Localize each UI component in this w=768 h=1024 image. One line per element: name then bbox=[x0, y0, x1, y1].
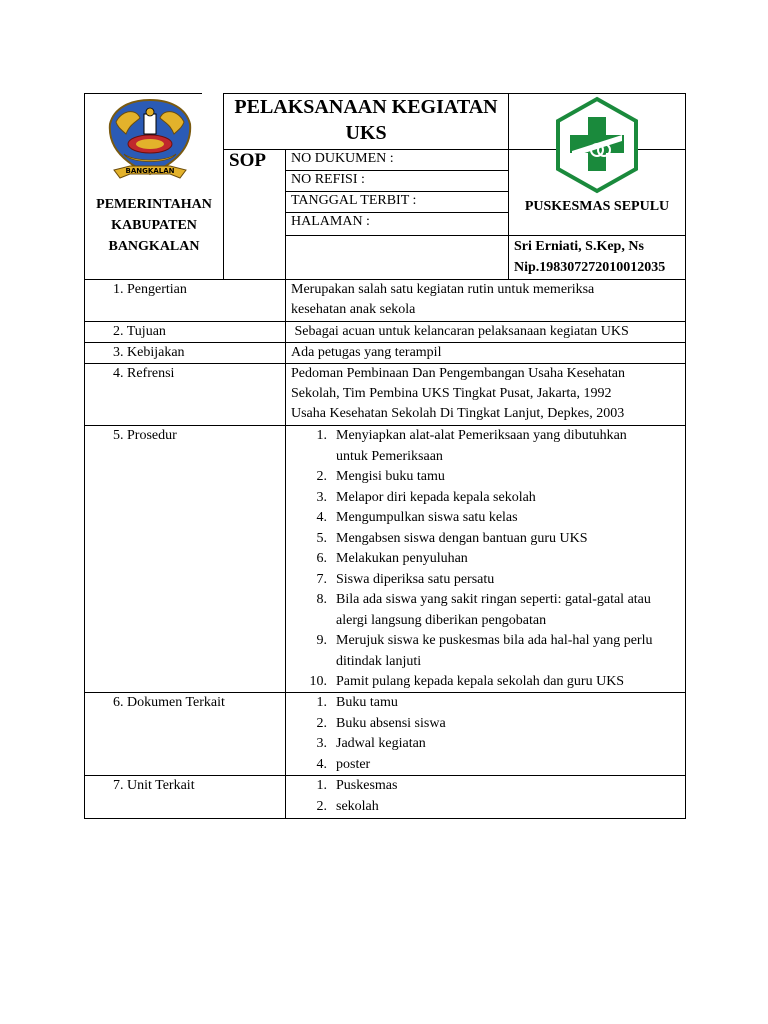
bangkalan-emblem-icon bbox=[100, 96, 200, 192]
row-label-kebijakan: 3. Kebijakan bbox=[113, 345, 185, 360]
row-label-prosedur: 5. Prosedur bbox=[113, 428, 177, 443]
row-label-tujuan: 2. Tujuan bbox=[113, 324, 166, 339]
list-item-text: Buku tamu bbox=[336, 695, 398, 710]
list-item bbox=[286, 529, 684, 550]
prosedur-steps-list bbox=[286, 426, 684, 693]
list-item bbox=[286, 755, 684, 776]
field-tanggal-terbit: TANGGAL TERBIT : bbox=[291, 193, 417, 208]
org-line: BANGKALAN bbox=[108, 239, 200, 254]
list-item-number: 2. bbox=[316, 715, 327, 731]
list-item-number: 3. bbox=[316, 489, 327, 505]
list-item-number: 4. bbox=[316, 510, 327, 525]
list-item-line: Pamit pulang kepada kepala sekolah dan guru UKS bbox=[336, 674, 625, 689]
dokumen-terkait-list bbox=[286, 693, 684, 775]
list-item bbox=[286, 797, 684, 818]
list-item-line: alergi langsung diberikan pengobatan bbox=[336, 612, 547, 628]
header-line-signer bbox=[285, 235, 686, 236]
list-item bbox=[286, 590, 684, 631]
list-item-line: ditindak lanjuti bbox=[336, 653, 422, 669]
list-item bbox=[286, 549, 684, 570]
list-item-number: 7. bbox=[316, 571, 327, 587]
list-item-line: Mengabsen siswa dengan bantuan guru UKS bbox=[336, 530, 588, 546]
org-line: PEMERINTAHAN bbox=[96, 197, 212, 212]
list-item bbox=[286, 426, 684, 467]
list-item-number: 9. bbox=[316, 633, 327, 648]
list-item bbox=[286, 631, 684, 672]
header-divider-2 bbox=[508, 93, 509, 279]
content-line: Sekolah, Tim Pembina UKS Tingkat Pusat, Jakarta, 1992 bbox=[291, 386, 612, 401]
list-item-number: 6. bbox=[316, 551, 327, 566]
org-line: KABUPATEN bbox=[111, 218, 197, 233]
puskesmas-name: PUSKESMAS SEPULU bbox=[524, 199, 670, 214]
content-line: Merupakan salah satu kegiatan rutin untuk memeriksa bbox=[291, 282, 595, 297]
org-name bbox=[86, 194, 222, 257]
list-item-number: 5. bbox=[316, 530, 327, 546]
list-item-line: Bila ada siswa yang sakit ringan seperti: gatal-gatal atau bbox=[336, 592, 651, 607]
table-border-left bbox=[84, 93, 85, 819]
list-item bbox=[286, 734, 684, 755]
list-item bbox=[286, 467, 684, 488]
signer-name: Sri Erniati, S.Kep, Ns bbox=[514, 239, 644, 254]
list-item-line: Melapor diri kepada kepala sekolah bbox=[336, 489, 536, 505]
table-border-top-left bbox=[84, 93, 202, 94]
list-item-line: Mengisi buku tamu bbox=[336, 469, 445, 484]
row-label-pengertian: 1. Pengertian bbox=[113, 282, 187, 297]
list-item-number: 2. bbox=[316, 798, 327, 814]
list-item-number: 10. bbox=[309, 674, 327, 689]
list-item bbox=[286, 776, 684, 797]
list-item-text: Jadwal kegiatan bbox=[336, 736, 426, 751]
list-item bbox=[286, 508, 684, 529]
list-item-number: 1. bbox=[316, 778, 327, 793]
row-content-refrensi bbox=[291, 364, 625, 424]
puskesmas-logo bbox=[552, 95, 642, 195]
row-label-refrensi: 4. Refrensi bbox=[113, 366, 175, 381]
list-item-line: Merujuk siswa ke puskesmas bila ada hal-hal yang perlu bbox=[336, 633, 653, 648]
list-item bbox=[286, 488, 684, 509]
puskesmas-emblem-icon bbox=[552, 95, 642, 195]
list-item-line: Mengumpulkan siswa satu kelas bbox=[336, 510, 518, 525]
list-item-number: 1. bbox=[316, 428, 327, 443]
field-halaman: HALAMAN : bbox=[291, 214, 370, 229]
list-item-text: Puskesmas bbox=[336, 778, 398, 793]
row-content-tujuan: Sebagai acuan untuk kelancaran pelaksanaan kegiatan UKS bbox=[291, 324, 629, 339]
row-label-dokumen-terkait: 6. Dokumen Terkait bbox=[113, 695, 225, 710]
content-line: Pedoman Pembinaan Dan Pengembangan Usaha Kesehatan bbox=[291, 366, 625, 381]
sop-label: SOP bbox=[229, 150, 266, 171]
list-item-text: Buku absensi siswa bbox=[336, 715, 446, 731]
table-border-right bbox=[685, 93, 686, 819]
row-content-dokumen-terkait bbox=[286, 693, 684, 775]
unit-terkait-list bbox=[286, 776, 684, 817]
row-label-unit-terkait: 7. Unit Terkait bbox=[113, 778, 195, 793]
list-item bbox=[286, 570, 684, 591]
field-no-refisi: NO REFISI : bbox=[291, 172, 365, 187]
list-item-number: 1. bbox=[316, 695, 327, 710]
document-title bbox=[224, 94, 508, 146]
list-item-line: Siswa diperiksa satu persatu bbox=[336, 571, 495, 587]
row-content-kebijakan: Ada petugas yang terampil bbox=[291, 345, 442, 360]
content-line: kesehatan anak sekola bbox=[291, 302, 416, 317]
list-item-text: poster bbox=[336, 756, 371, 772]
field-no-dokumen: NO DUKUMEN : bbox=[291, 151, 394, 166]
list-item-number: 4. bbox=[316, 756, 327, 772]
list-item-number: 3. bbox=[316, 736, 327, 751]
row-content-unit-terkait bbox=[286, 776, 684, 817]
signer-nip: Nip.198307272010012035 bbox=[514, 260, 666, 275]
bangkalan-logo bbox=[100, 96, 200, 192]
list-item bbox=[286, 693, 684, 714]
list-item-line: Menyiapkan alat-alat Pemeriksaan yang dibutuhkan bbox=[336, 428, 627, 443]
row-content-pengertian bbox=[291, 280, 594, 320]
title-line: PELAKSANAAN KEGIATAN bbox=[234, 96, 498, 118]
row-content-prosedur bbox=[286, 426, 684, 693]
title-line: UKS bbox=[345, 122, 387, 144]
list-item-line: Melakukan penyuluhan bbox=[336, 551, 468, 566]
list-item-line: untuk Pemeriksaan bbox=[336, 448, 443, 464]
content-line: Usaha Kesehatan Sekolah Di Tingkat Lanjut, Depkes, 2003 bbox=[291, 406, 625, 421]
list-item-number: 8. bbox=[316, 592, 327, 607]
list-item bbox=[286, 714, 684, 735]
logo-banner-text: BANGKALAN bbox=[125, 167, 175, 175]
list-item-text: sekolah bbox=[336, 798, 379, 814]
list-item bbox=[286, 672, 684, 693]
list-item-number: 2. bbox=[316, 469, 327, 484]
table-border-bottom bbox=[84, 818, 686, 819]
